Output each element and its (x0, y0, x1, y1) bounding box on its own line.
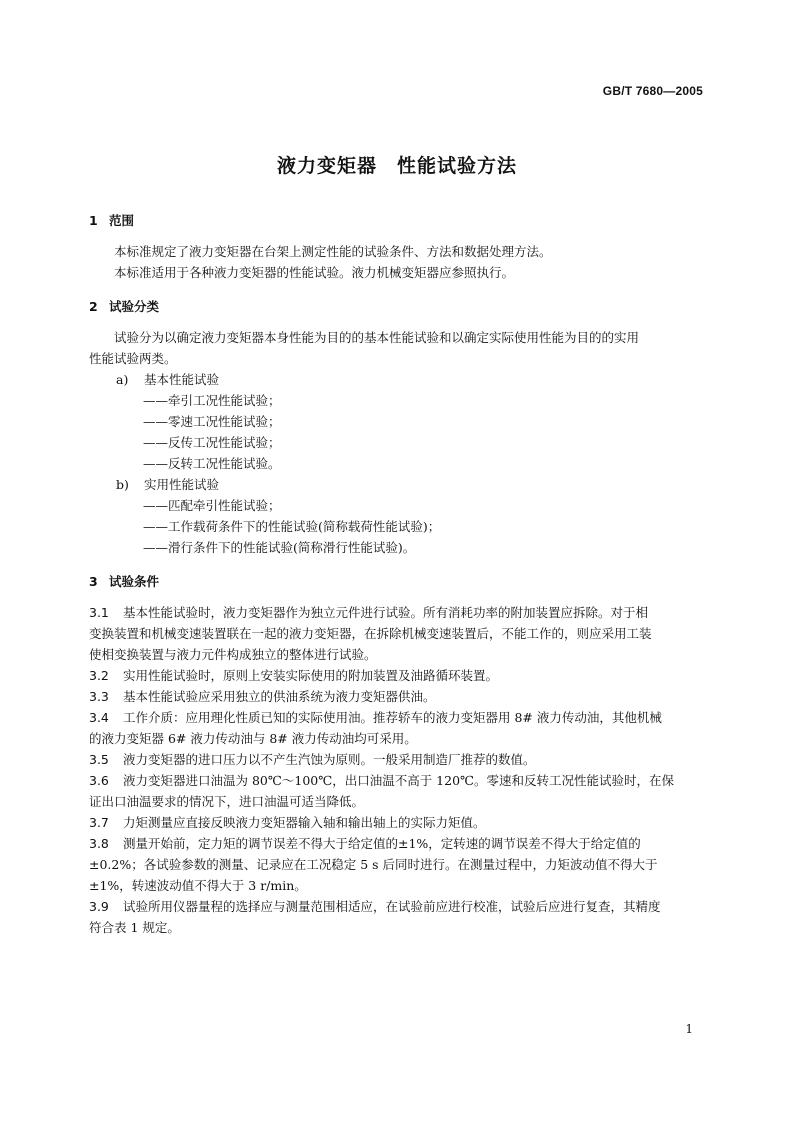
list-label: a) (116, 372, 129, 387)
clause-line: ±0.2%；各试验参数的测量、记录应在工况稳定 5 s 后同时进行。在测量过程中，力矩波动值不得大于 (89, 857, 658, 872)
clause-text: 液力变矩器进口油温为 80℃～100℃，出口油温不高于 120℃。零速和反转工况性能试验时，在保 (123, 773, 675, 788)
paragraph: 本标准适用于各种液力变矩器的性能试验。液力机械变矩器应参照执行。 (114, 265, 515, 280)
clause-number: 3.1 (89, 605, 109, 620)
clause-number: 3.3 (89, 689, 109, 704)
clause-3-8 (89, 833, 705, 854)
clause-3-2 (89, 665, 705, 686)
dash-item: ——零速工况性能试验； (143, 414, 281, 429)
page-number: 1 (685, 1022, 693, 1036)
clause-3-5 (89, 749, 705, 770)
clause-text: 试验所用仪器量程的选择应与测量范围相适应，在试验前应进行校准，试验后应进行复查，其精度 (123, 899, 661, 914)
clause-number: 3.7 (89, 815, 109, 830)
dash-item: ——匹配牵引性能试验； (143, 498, 281, 513)
clause-3-6 (89, 770, 705, 791)
list-title: 实用性能试验 (144, 477, 220, 492)
list-label: b) (116, 477, 129, 492)
dash-item: ——牵引工况性能试验； (143, 393, 281, 408)
clause-text: 测量开始前，定力矩的调节误差不得大于给定值的±1%，定转速的调节误差不得大于给定值的 (123, 836, 641, 851)
clause-number: 3.2 (89, 668, 109, 683)
list-item (89, 474, 705, 495)
section-number: 1 (89, 213, 98, 228)
list-item (89, 369, 705, 390)
clause-line: ±1%，转速波动值不得大于 3 r/min。 (89, 878, 307, 893)
list-title: 基本性能试验 (144, 372, 220, 387)
clause-line: 的液力变矩器 6# 液力传动油与 8# 液力传动油均可采用。 (89, 731, 417, 746)
clause-3-4 (89, 707, 705, 728)
paragraph: 试验分为以确定液力变矩器本身性能为目的的基本性能试验和以确定实际使用性能为目的的实用 (114, 330, 640, 345)
clause-text: 基本性能试验时，液力变矩器作为独立元件进行试验。所有消耗功率的附加装置应拆除。对于相 (123, 605, 649, 620)
paragraph-continuation: 性能试验两类。 (89, 351, 177, 366)
clause-line: 证出口油温要求的情况下，进口油温可适当降低。 (89, 794, 365, 809)
clause-text: 力矩测量应直接反映液力变矩器输入轴和输出轴上的实际力矩值。 (123, 815, 486, 830)
clause-number: 3.5 (89, 752, 109, 767)
paragraph: 本标准规定了液力变矩器在台架上测定性能的试验条件、方法和数据处理方法。 (114, 244, 552, 259)
section-title: 试验分类 (109, 299, 160, 314)
clause-text: 液力变矩器的进口压力以不产生汽蚀为原则。一般采用制造厂推荐的数值。 (123, 752, 536, 767)
section-heading (89, 210, 705, 231)
dash-item: ——反转工况性能试验。 (143, 456, 281, 471)
clause-line: 符合表 1 规定。 (89, 920, 180, 935)
section-heading (89, 296, 705, 317)
clause-3-7 (89, 812, 705, 833)
dash-item: ——反传工况性能试验； (143, 435, 281, 450)
clause-3-1 (89, 602, 705, 623)
page-title: 液力变矩器 性能试验方法 (276, 155, 517, 177)
section-number: 2 (89, 299, 98, 314)
clause-3-3 (89, 686, 705, 707)
clause-text: 实用性能试验时，原则上安装实际使用的附加装置及油路循环装置。 (123, 668, 499, 683)
clause-number: 3.9 (89, 899, 109, 914)
section-title: 试验条件 (109, 574, 160, 589)
clause-text: 工作介质：应用理化性质已知的实际使用油。推荐轿车的液力变矩器用 8# 液力传动油，其他机械 (123, 710, 662, 725)
dash-item: ——滑行条件下的性能试验(简称滑行性能试验)。 (143, 540, 416, 555)
clause-number: 3.8 (89, 836, 109, 851)
standard-code: GB/T 7680—2005 (602, 84, 703, 98)
dash-item: ——工作载荷条件下的性能试验(简称载荷性能试验)； (143, 519, 441, 534)
clause-line: 使相变换装置与液力元件构成独立的整体进行试验。 (89, 647, 377, 662)
section-number: 3 (89, 574, 98, 589)
section-title: 范围 (109, 213, 135, 228)
clause-text: 基本性能试验应采用独立的供油系统为液力变矩器供油。 (123, 689, 436, 704)
section-heading (89, 571, 705, 592)
clause-line: 变换装置和机械变速装置联在一起的液力变矩器，在拆除机械变速装置后，不能工作的，则应采用工装 (89, 626, 652, 641)
clause-number: 3.4 (89, 710, 109, 725)
document-body (89, 210, 705, 938)
clause-number: 3.6 (89, 773, 109, 788)
clause-3-9 (89, 896, 705, 917)
